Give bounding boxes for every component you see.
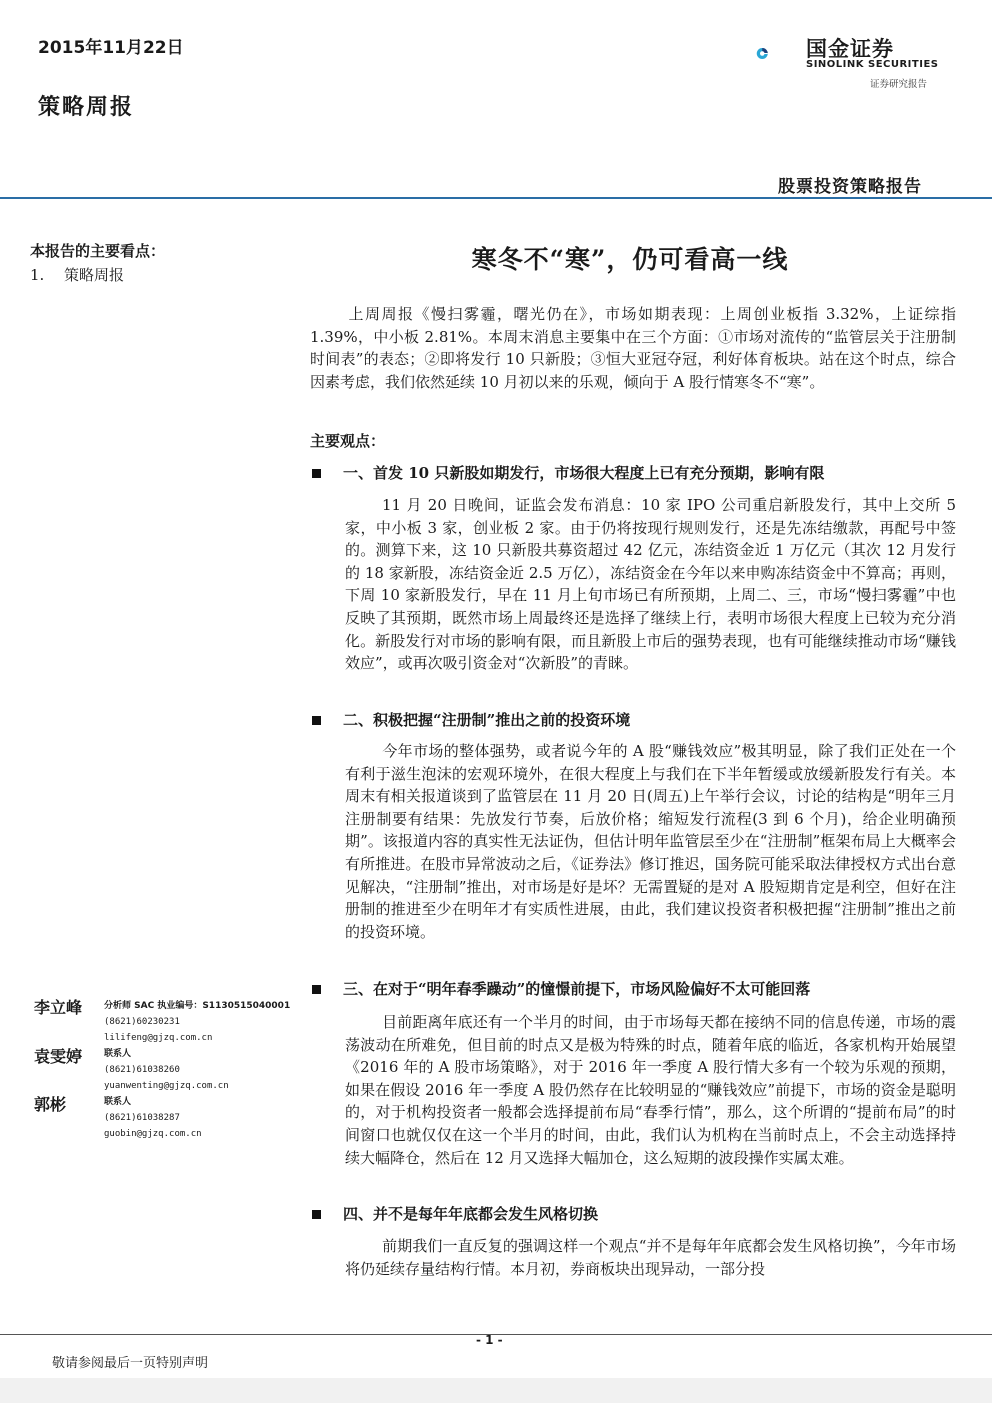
bullet-square-icon — [312, 1210, 321, 1219]
brand-name-cn: 国金证券 — [806, 37, 894, 61]
author-name: 李立峰 — [34, 998, 83, 1017]
sidebar-heading: 本报告的主要看点： — [30, 242, 166, 260]
point-body — [345, 740, 956, 943]
header-divider — [0, 197, 992, 199]
intro-text: 上周周报《慢扫雾霾，曙光仍在》，市场如期表现：上周创业板指 3.32%，上证综指 1.39%，中小板 2.81%。本周末消息主要集中在三个方面：①市场对流传的“监管层关于注册制时间表”的表态；②即将发行 10 只新股；③恒大亚冠夺冠，利好体育板块。站在这个时点，综合因素考虑，我们依然延续 10 月初以来的乐观，倾向于 A 股行情寒冬不“寒”。 — [310, 305, 956, 391]
author-role: 联系人 — [104, 1049, 132, 1059]
point-body-text: 前期我们一直反复的强调这样一个观点“并不是每年年底都会发生风格切换”，今年市场将仍延续存量结构行情。本月初，券商板块出现异动，一部分投 — [345, 1237, 956, 1278]
author-contact — [104, 998, 290, 1046]
author-contact — [104, 1046, 229, 1094]
point-heading-text: 三、在对于“明年春季躁动”的憧憬前提下，市场风险偏好不太可能回落 — [343, 980, 811, 998]
point-heading-text: 二、积极把握“注册制”推出之前的投资环境 — [343, 711, 631, 729]
brand-logo-icon — [756, 30, 806, 80]
author-role: 联系人 — [104, 1097, 132, 1107]
point-body-text: 今年市场的整体强势，或者说今年的 A 股“赚钱效应”极其明显，除了我们正处在一个有利于滋生泡沫的宏观环境外，在很大程度上与我们在下半年暂缓或放缓新股发行有关。本周末有相关报道谈到了监管层在 11 月 20 日(周五)上午举行会议，讨论的结构是“明年三月注册制要有结果：先放发行节奏，后放价格；缩短发行流程(3 到 6 个月)，给企业明确预期”。该报道内容的真实性无法证伪，但估计明年监管层至少在“注册制”框架布局上大概率会有所推进。在股市异常波动之后，《证券法》修订推迟，国务院可能采取法律授权方式出台意见解决，“注册制”推出，对市场是好是坏？无需置疑的是对 A 股短期肯定是利空，但好在注册制的推进至少在明年才有实质性进展，由此，我们建议投资者积极把握“注册制”推出之前的投资环境。 — [345, 742, 956, 941]
author-name: 袁雯婷 — [34, 1047, 83, 1066]
report-date: 2015年11月22日 — [38, 38, 184, 58]
bullet-square-icon — [312, 716, 321, 725]
sidebar-item-number: 1. — [30, 266, 45, 284]
report-type: 股票投资策略报告 — [778, 177, 922, 197]
author-phone: (8621)61038287 — [104, 1113, 180, 1123]
point-heading — [310, 462, 956, 483]
bullet-square-icon — [312, 469, 321, 478]
views-label: 主要观点： — [310, 432, 386, 450]
point-body-text: 11 月 20 日晚间，证监会发布消息：10 家 IPO 公司重启新股发行，其中上交所 5 家，中小板 3 家，创业板 2 家。由于仍将按现行规则发行，还是先冻结缴款，再配号中签的。测算下来，这 10 只新股共募资超过 42 亿元，冻结资金近 1 万亿元（其次 12 月发行的 18 家新股，冻结资金近 2.5 万亿），冻结资金在今年以来申购冻结资金中不算高；再则，下周 10 家新股发行，早在 11 月上旬市场已有所预期，上周二、三，市场“慢扫雾霾”中也反映了其预期，既然市场上周最终还是选择了继续上行，表明市场很大程度上已较为充分消化。新股发行对市场的影响有限，而且新股上市后的强势表现，也有可能继续推动市场“赚钱效应”，或再次吸引资金对“次新股”的青睐。 — [345, 496, 956, 673]
sidebar-item — [30, 264, 124, 285]
author-contact — [104, 1094, 202, 1142]
author-name: 郭彬 — [34, 1095, 67, 1114]
point-body — [345, 494, 956, 675]
bullet-square-icon — [312, 985, 321, 994]
brand-subtitle: 证券研究报告 — [870, 79, 928, 90]
intro-paragraph — [310, 303, 956, 393]
author-phone: (8621)60230231 — [104, 1017, 180, 1027]
point-heading — [310, 1203, 956, 1224]
author-email[interactable]: lilifeng@gjzq.com.cn — [104, 1033, 213, 1043]
point-heading-text: 一、首发 10 只新股如期发行，市场很大程度上已有充分预期，影响有限 — [343, 464, 825, 482]
brand-name-en: SINOLINK SECURITIES — [806, 59, 939, 70]
report-title: 寒冬不“寒”，仍可看高一线 — [471, 245, 789, 274]
point-body — [345, 1011, 956, 1169]
author-email[interactable]: yuanwenting@gjzq.com.cn — [104, 1081, 229, 1091]
point-heading — [310, 709, 956, 730]
point-body — [345, 1235, 956, 1280]
point-heading-text: 四、并不是每年年底都会发生风格切换 — [343, 1205, 599, 1223]
footer-disclaimer: 敬请参阅最后一页特别声明 — [52, 1356, 209, 1371]
author-phone: (8621)61038260 — [104, 1065, 180, 1075]
author-email[interactable]: guobin@gjzq.com.cn — [104, 1129, 202, 1139]
sidebar-item-label: 策略周报 — [64, 266, 125, 284]
author-role: 分析师 SAC 执业编号：S1130515040001 — [104, 1001, 291, 1011]
point-heading — [310, 978, 956, 999]
page-number: - 1 - — [476, 1333, 503, 1347]
point-body-text: 目前距离年底还有一个半月的时间，由于市场每天都在接纳不同的信息传递，市场的震荡波动在所难免，但目前的时点又是极为特殊的时点，随着年底的临近，各家机构开始展望《2016 年的 A 股市场策略》，对于 2016 年一季度 A 股行情大多有一个较为乐观的预期，如果在假设 2016 年一季度 A 股仍然存在比较明显的“赚钱效应”前提下，市场的资金是聪明的，对于机构投资者一般都会选择提前布局“春季行情”，那么，这个所谓的“提前布局”的时间窗口也就仅仅在这一个半月的时间，由此，我们认为机构在当前时点上，不会主动选择持续大幅降仓，然后在 12 月又选择大幅加仓，这么短期的波段操作实属太难。 — [345, 1013, 956, 1167]
bottom-margin-bar — [0, 1378, 992, 1403]
report-series: 策略周报 — [38, 94, 135, 120]
